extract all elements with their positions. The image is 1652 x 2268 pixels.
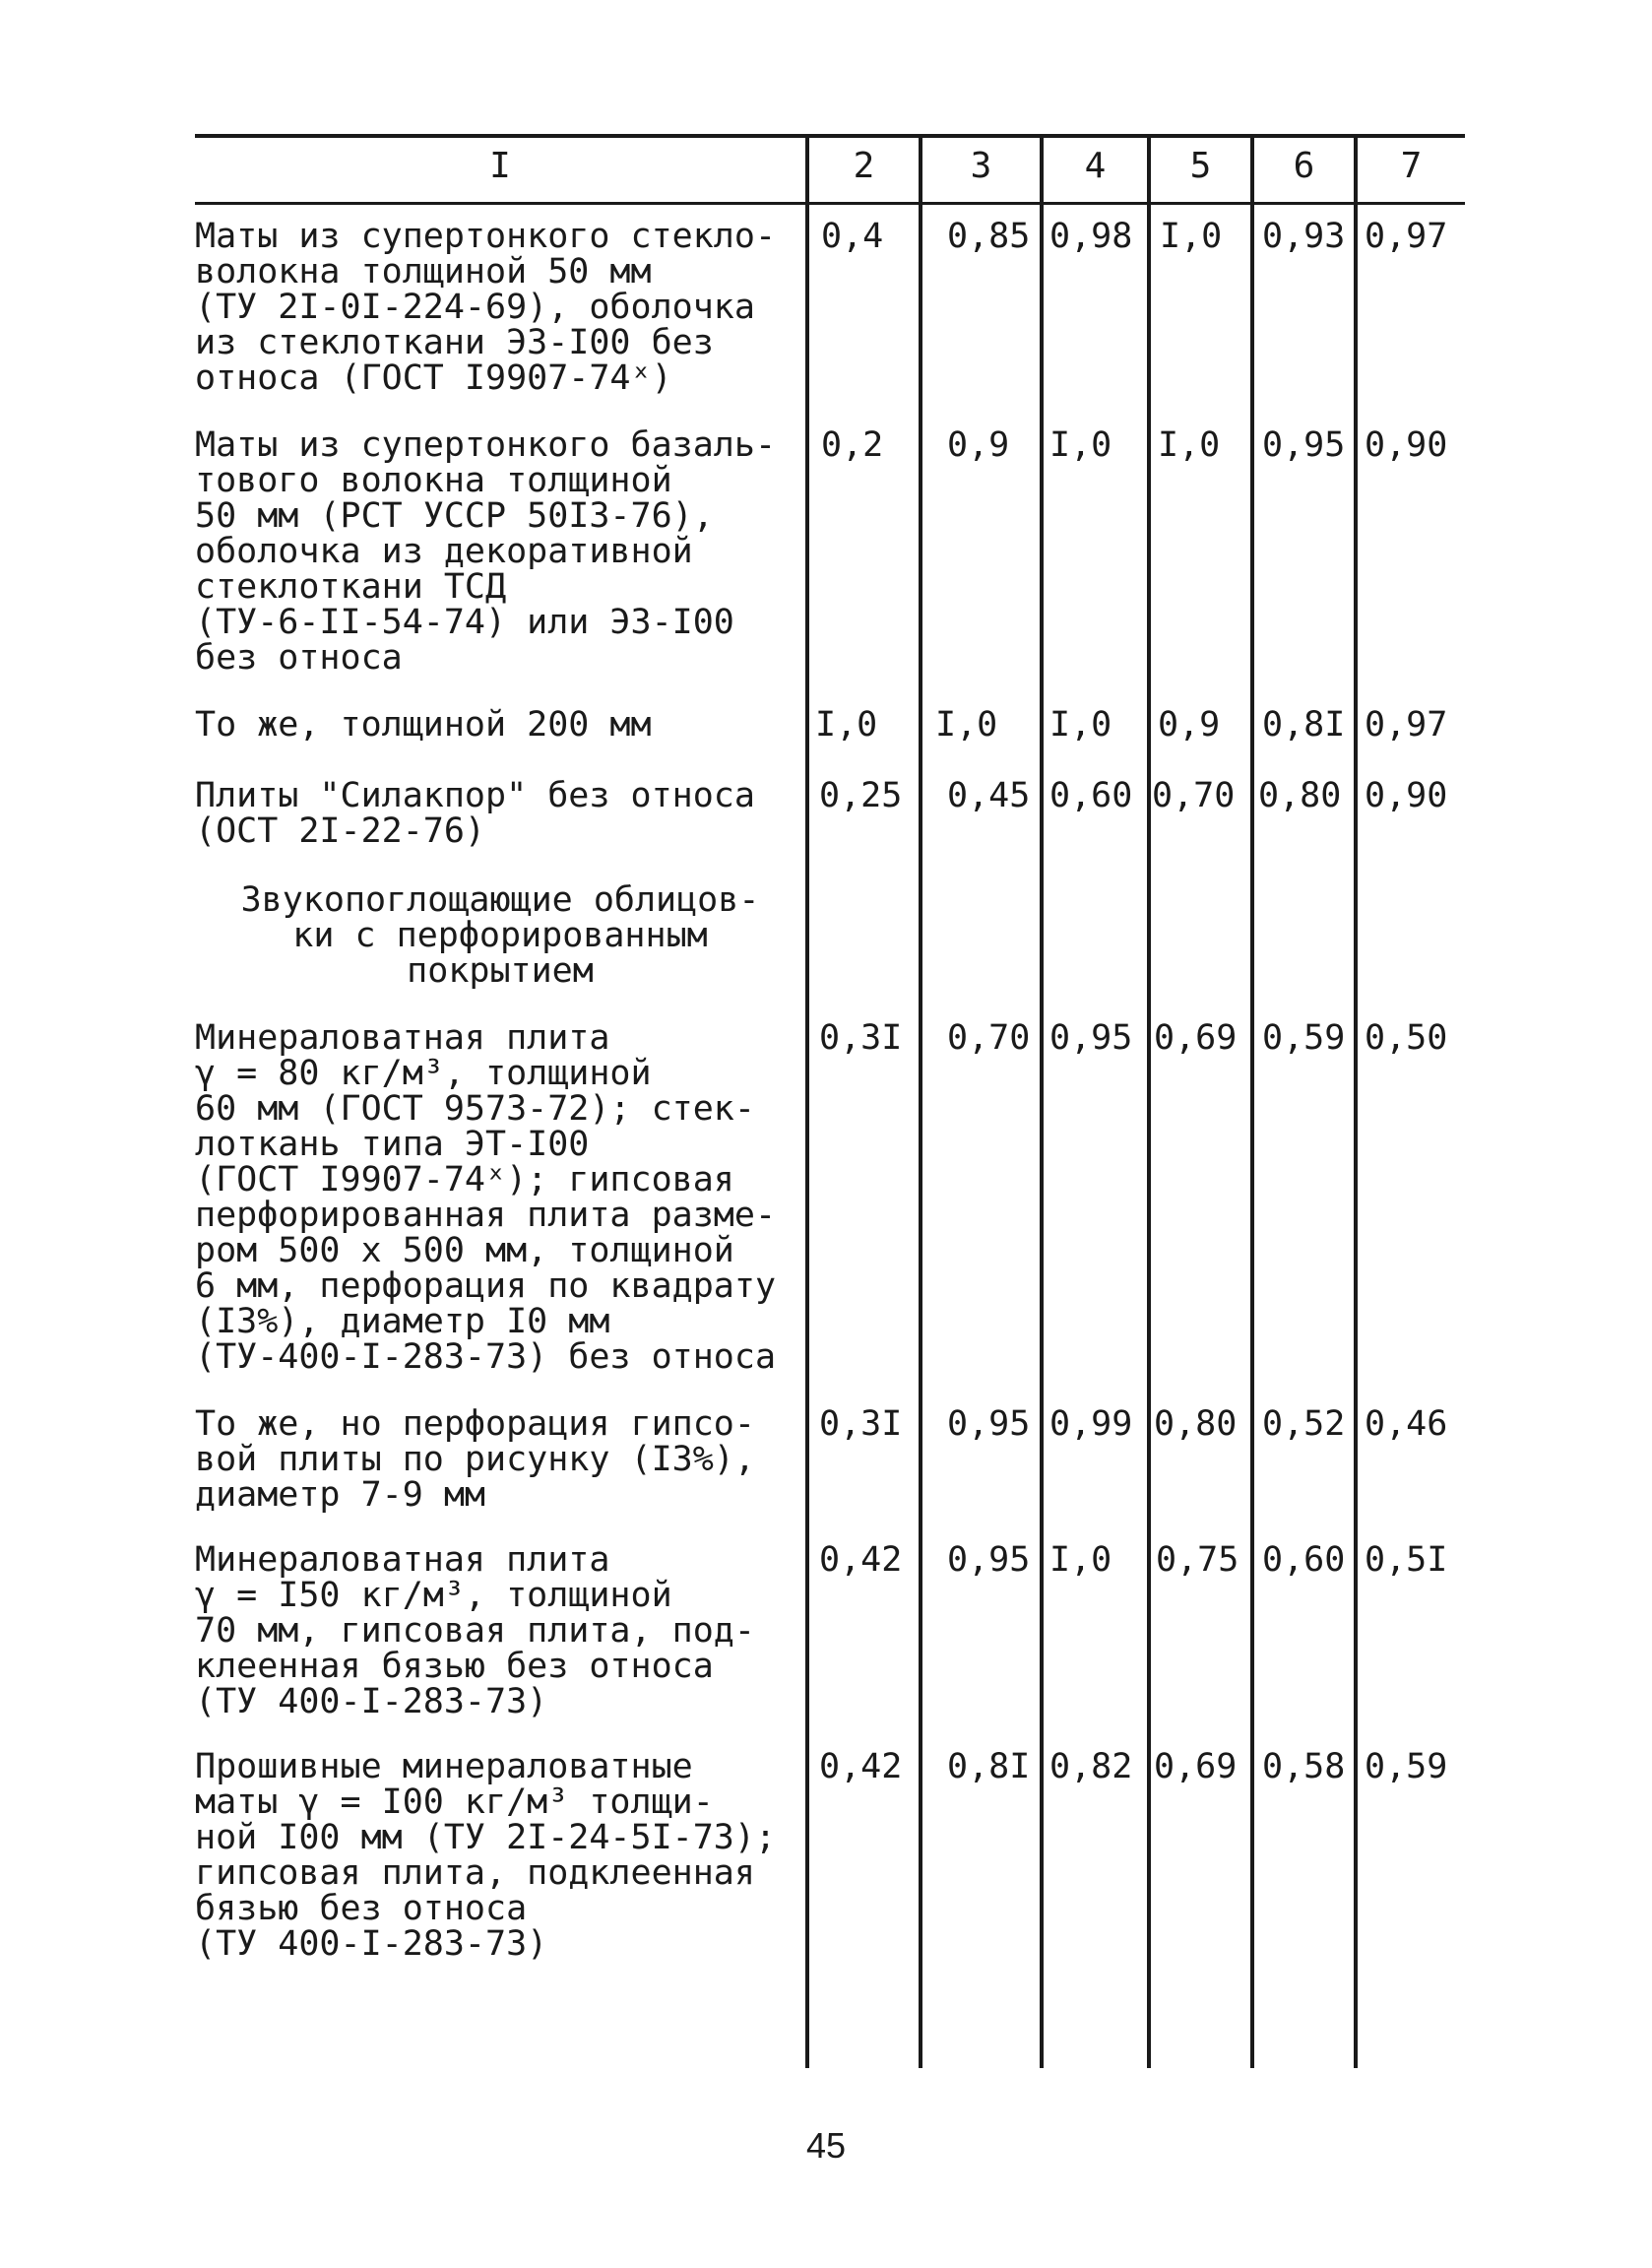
page-number: 45 (805, 2125, 847, 2166)
value-col-4: 0,99 (1049, 1404, 1133, 1444)
value-col-7: 0,97 (1365, 705, 1448, 745)
value-col-6: 0,80 (1258, 776, 1342, 815)
value-col-6: 0,59 (1262, 1018, 1346, 1058)
value-col-3: I,0 (935, 705, 998, 745)
table-top-rule (195, 134, 1465, 138)
column-divider-1 (805, 138, 809, 2068)
row-description: Плиты "Силакпор" без относа (ОСТ 2I-22-76) (195, 776, 755, 851)
value-col-3: 0,95 (947, 1404, 1031, 1444)
header-col-7: 7 (1400, 146, 1423, 186)
value-col-5: I,0 (1158, 425, 1221, 465)
value-col-7: 0,50 (1365, 1018, 1448, 1058)
value-col-5: 0,69 (1154, 1747, 1238, 1786)
value-col-6: 0,52 (1262, 1404, 1346, 1444)
value-col-6: 0,93 (1262, 217, 1346, 256)
header-col-2: 2 (853, 146, 875, 186)
value-col-4: 0,95 (1049, 1018, 1133, 1058)
column-divider-6 (1354, 138, 1358, 2068)
header-col-3: 3 (970, 146, 992, 186)
value-col-4: I,0 (1049, 1540, 1112, 1580)
value-col-3: 0,70 (947, 1018, 1031, 1058)
value-col-2: 0,3I (819, 1404, 903, 1444)
value-col-2: 0,2 (821, 425, 884, 465)
value-col-5: 0,69 (1154, 1018, 1238, 1058)
column-divider-4 (1147, 138, 1151, 2068)
header-col-4: 4 (1084, 146, 1107, 186)
value-col-6: 0,58 (1262, 1747, 1346, 1786)
column-divider-5 (1250, 138, 1254, 2068)
value-col-3: 0,45 (947, 776, 1031, 815)
value-col-7: 0,90 (1365, 425, 1448, 465)
row-description: Минераловатная плита γ = I50 кг/м³, толщиной 70 мм, гипсовая плита, под- клеенная бязью без относа (ТУ 400-I-283-73) (195, 1540, 755, 1721)
value-col-7: 0,90 (1365, 776, 1448, 815)
value-col-4: 0,82 (1049, 1747, 1133, 1786)
value-col-5: I,0 (1160, 217, 1223, 256)
column-divider-2 (919, 138, 922, 2068)
value-col-7: 0,5I (1365, 1540, 1448, 1580)
value-col-2: 0,3I (819, 1018, 903, 1058)
value-col-2: I,0 (815, 705, 878, 745)
value-col-3: 0,8I (947, 1747, 1031, 1786)
header-bottom-rule (195, 202, 1465, 205)
value-col-2: 0,42 (819, 1540, 903, 1580)
value-col-6: 0,95 (1262, 425, 1346, 465)
section-heading: Звукопоглощающие облицов- ки с перфорированным покрытием (240, 880, 760, 991)
row-description: Маты из супертонкого стекло- волокна толщиной 50 мм (ТУ 2I-0I-224-69), оболочка из стеклоткани ЭЗ-I00 без относа (ГОСТ I9907-74ˣ) (195, 217, 777, 398)
value-col-4: I,0 (1049, 705, 1112, 745)
value-col-3: 0,85 (947, 217, 1031, 256)
row-description: То же, толщиной 200 мм (195, 705, 652, 745)
value-col-4: I,0 (1049, 425, 1112, 465)
value-col-5: 0,9 (1158, 705, 1221, 745)
value-col-7: 0,46 (1365, 1404, 1448, 1444)
value-col-6: 0,8I (1262, 705, 1346, 745)
header-col-1: I (489, 146, 511, 186)
row-description: То же, но перфорация гипсо- вой плиты по рисунку (I3%), диаметр 7-9 мм (195, 1404, 755, 1515)
value-col-6: 0,60 (1262, 1540, 1346, 1580)
column-divider-3 (1040, 138, 1044, 2068)
value-col-3: 0,9 (947, 425, 1010, 465)
value-col-7: 0,59 (1365, 1747, 1448, 1786)
value-col-2: 0,25 (819, 776, 903, 815)
value-col-7: 0,97 (1365, 217, 1448, 256)
value-col-4: 0,98 (1049, 217, 1133, 256)
header-col-6: 6 (1293, 146, 1315, 186)
row-description: Маты из супертонкого базаль- тового волокна толщиной 50 мм (РСТ УССР 50I3-76), оболочка из декоративной стеклоткани ТСД (ТУ-6-II-54-74) или ЭЗ-I00 без относа (195, 425, 777, 678)
row-description: Прошивные минераловатные маты γ = I00 кг/м³ толщи- ной I00 мм (ТУ 2I-24-5I-73); гипсовая плита, подклеенная бязью без относа (ТУ 400-I-283-73) (195, 1747, 777, 1964)
row-description: Минераловатная плита γ = 80 кг/м³, толщиной 60 мм (ГОСТ 9573-72); стек- лоткань типа ЭТ-I00 (ГОСТ I9907-74ˣ); гипсовая перфорированная плита разме- ром 500 х 500 мм, толщиной 6 мм, перфорация по квадрату (I3%), диаметр I0 мм (ТУ-400-I-283-73) без относа (195, 1018, 777, 1377)
header-col-5: 5 (1189, 146, 1212, 186)
value-col-3: 0,95 (947, 1540, 1031, 1580)
value-col-5: 0,75 (1156, 1540, 1239, 1580)
value-col-4: 0,60 (1049, 776, 1133, 815)
value-col-2: 0,4 (821, 217, 884, 256)
value-col-5: 0,80 (1154, 1404, 1238, 1444)
value-col-5: 0,70 (1152, 776, 1236, 815)
value-col-2: 0,42 (819, 1747, 903, 1786)
